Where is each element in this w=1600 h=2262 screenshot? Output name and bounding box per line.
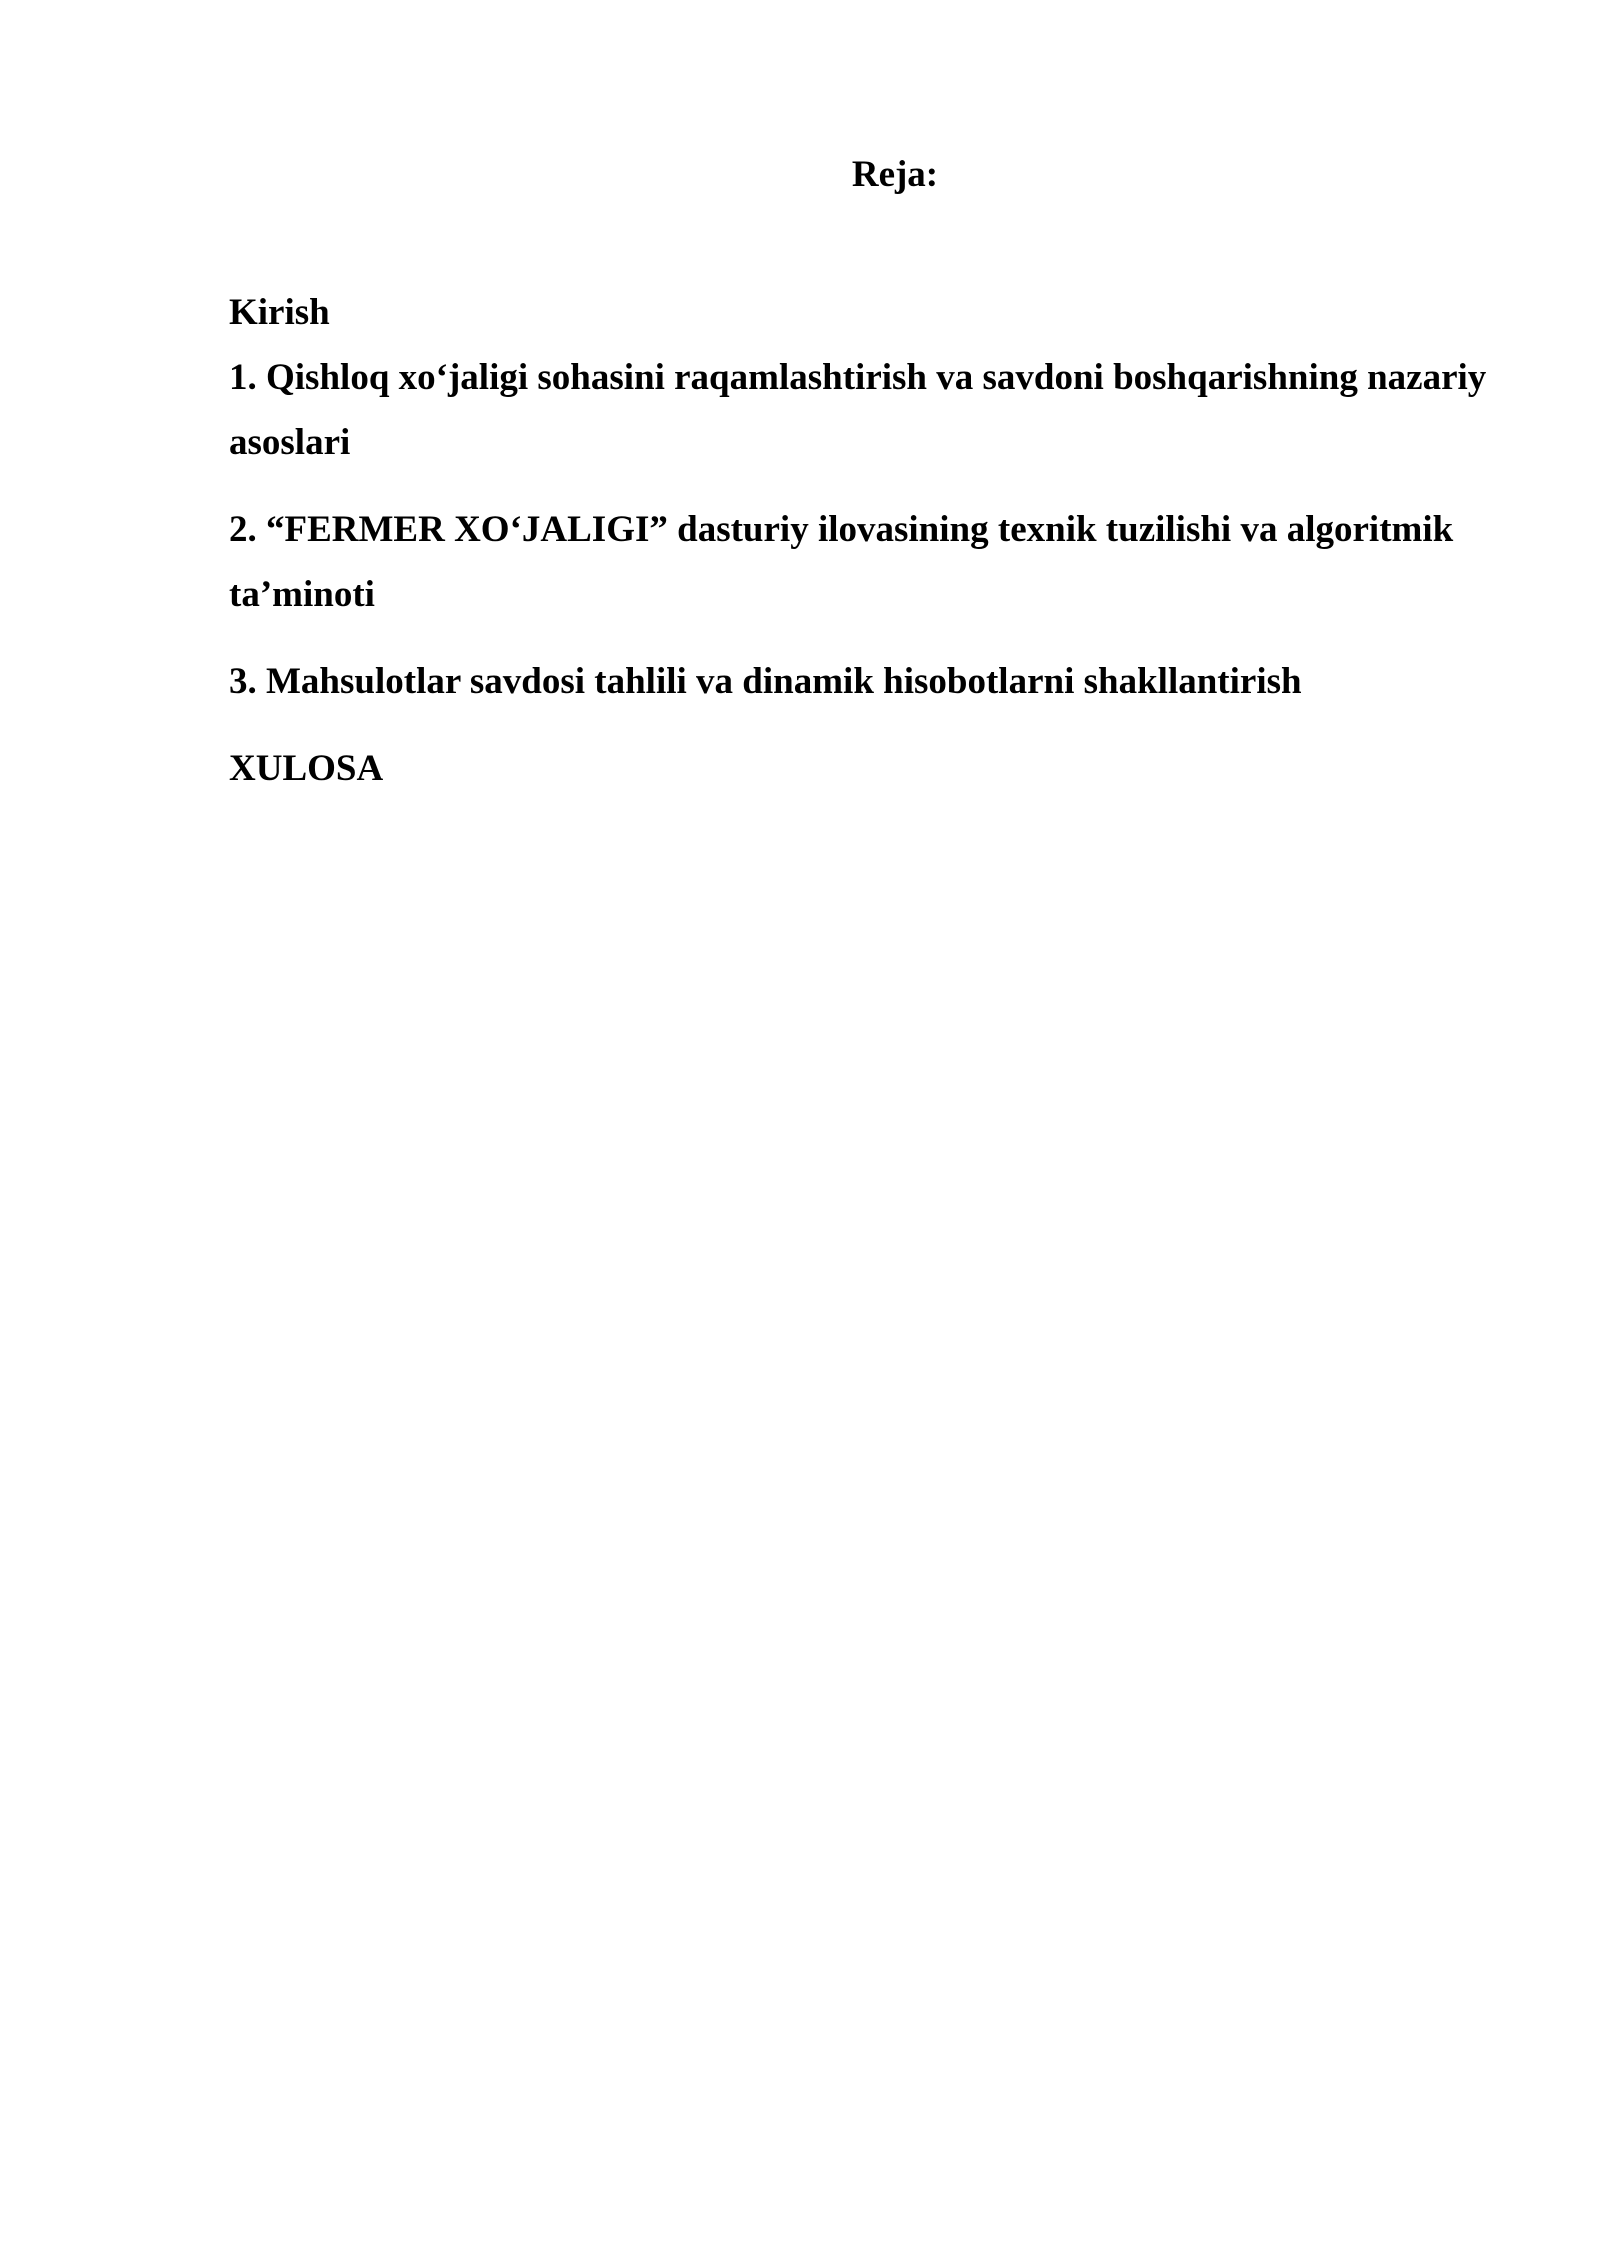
plan-item-conclusion: XULOSA	[229, 748, 384, 789]
plan-item-3: 3. Mahsulotlar savdosi tahlili va dinamik hisobotlarni shakllantirish	[229, 661, 1302, 702]
plan-item-introduction: Kirish	[229, 292, 330, 333]
plan-item-2: 2. “FERMER XO‘JALIGI” dasturiy ilovasining texnik tuzilishi va algoritmik ta’minoti	[229, 509, 1454, 615]
plan-list	[229, 280, 1529, 801]
plan-item-1: 1. Qishloq xo‘jaligi sohasini raqamlashtirish va savdoni boshqarishning nazariy asoslari	[229, 357, 1487, 463]
page-title: Reja:	[851, 154, 939, 195]
